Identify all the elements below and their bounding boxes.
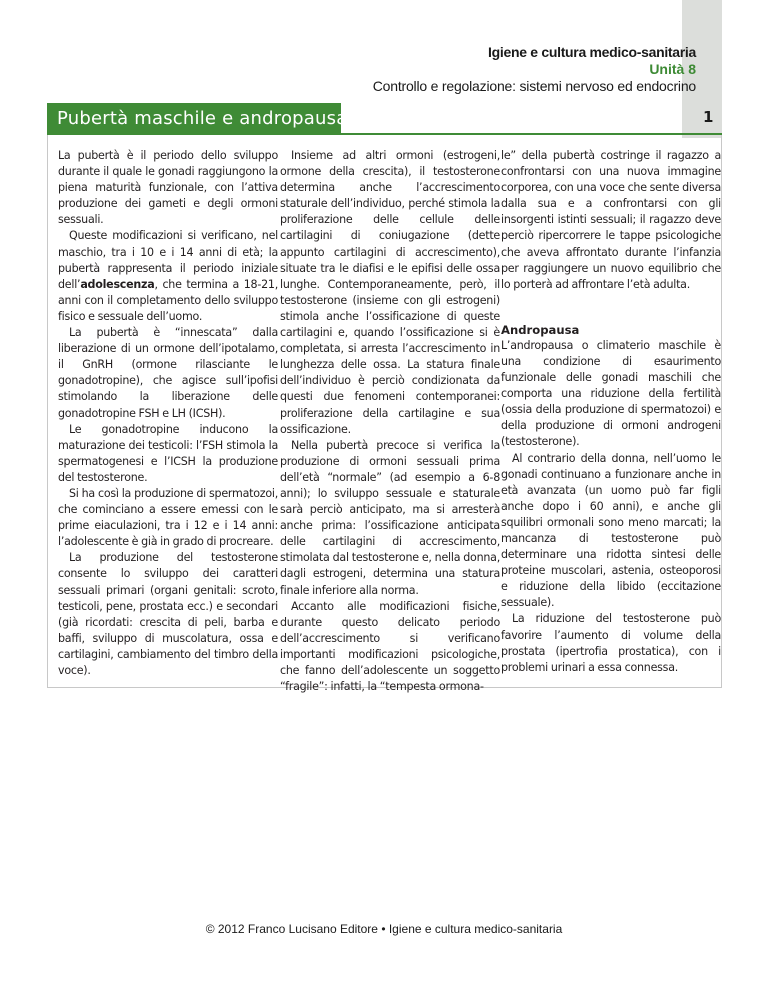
page-footer: © 2012 Franco Lucisano Editore • Igiene e cultura medico-sanitaria [205,922,563,936]
paragraph: le” della pubertà costringe il ragazzo a confrontarsi con una nuova immagine corporea, con una voce che sente diversa dalla sua e a confrontarsi con gli insorgenti istinti sessuali; il ragazzo deve perciò ripercorrere le tappe psicologiche che aveva affrontato durante l’infanzia per raggiungere un nuovo equilibrio che lo porterà ad affrontare l’età adulta. [501,149,721,291]
paragraph: Si ha così la produzione di spermatozoi, che cominciano a essere emessi con le prime eiaculazioni, tra i 12 e i 14 anni: l’adolescente è già in grado di procreare. [58,486,278,549]
paragraph: Nella pubertà precoce si verifica la produzione di ormoni sessuali prima dell’età “normale” (ad esempio a 6-8 anni); lo sviluppo sessuale e staturale sarà perciò anticipato, ma si arresterà anche prima: l’ossificazione anticipata delle cartilagini di accrescimento, stimolata dal testosterone e, nella donna, dagli estrogeni, determina una statura finale inferiore alla norma. [280,438,500,597]
paragraph: La riduzione del testosterone può favorire l’aumento di volume della prostata (ipertrofia prostatica), con i problemi urinari a essa connessa. [501,612,721,674]
subheading-andropausa: Andropausa [501,322,580,337]
text-column-2 [280,148,500,695]
keyword-adolescenza: adolescenza [80,277,155,291]
paragraph: Al contrario della donna, nell’uomo le gonadi continuano a funzionare anche in età avanzata (un uomo può far figli anche dopo i 60 anni), e anche gli squilibri ormonali sono meno marcati; la mancanza di testosterone può determinare una ridotta sintesi delle proteine muscolari, astenia, osteoporosi e riduzione della libido (eccitazione sessuale). [501,451,721,610]
paragraph: Accanto alle modificazioni fisiche, durante questo delicato periodo dell’accrescimento si verificano importanti modificazioni psicologiche, che fanno dell’adolescente un soggetto “fragile”: infatti, la “tempesta ormona- [280,599,500,694]
paragraph: La produzione del testosterone consente lo sviluppo dei caratteri sessuali primari (organi genitali: scroto, testicoli, pene, prostata ecc.) e secondari (già ricordati: crescita di peli, barba e baffi, sviluppo di muscolatura, ossa e cartilagini, cambiamento del timbro della voce). [58,551,278,677]
paragraph: Queste modificazioni si verificano, nel maschio, tra i 10 e i 14 anni di età; la pubertà rappresenta il periodo iniziale dell’adolescenza, che termina a 18-21, anni con il completamento dello sviluppo fisico e sessuale dell’uomo. [58,229,278,323]
section-title: Pubertà maschile e andropausa [47,103,341,135]
header-unit: Unità 8 [649,61,696,77]
paragraph: Le gonadotropine inducono la maturazione dei testicoli: l’FSH stimola la spermatogenesi e l’ICSH la produzione del testosterone. [58,422,278,484]
text-column-1 [58,148,278,679]
paragraph: Insieme ad altri ormoni (estrogeni, ormone della crescita), il testosterone determina anche l’accrescimento staturale dell’individuo, perché stimola la proliferazione delle cellule delle cartilagini di coniugazione (dette appunto cartilagini di accrescimento), situate tra le diafisi e le epifisi delle ossa lunghe. Contemporaneamente, però, il testosterone (insieme con gli estrogeni) stimola anche l’ossificazione di queste cartilagini e, quando l’ossificazione si è completata, si arresta l’accrescimento in lunghezza delle ossa. La statura finale dell’individuo è perciò condizionata da questi due fenomeni contemporanei: proliferazione della cartilagine e sua ossificazione. [280,149,500,436]
header-chapter: Controllo e regolazione: sistemi nervoso ed endocrino [372,78,696,94]
page-number: 1 [703,108,714,126]
paragraph: La pubertà è “innescata” dalla liberazione di un ormone dell’ipotalamo, il GnRH (ormone rilasciante le gonadotropine), che agisce sull’ipofisi stimolando la liberazione delle gonadotropine FSH e LH (ICSH). [58,326,278,420]
header-subject: Igiene e cultura medico-sanitaria [488,44,696,60]
running-header [373,44,696,95]
paragraph: L’andropausa o climaterio maschile è una condizione di esaurimento funzionale delle gonadi maschili che comporta una riduzione della fertilità (ossia della produzione di spermatozoi) e della produzione di ormoni androgeni (testosterone). [501,338,721,449]
text-column-3 [501,148,721,676]
paragraph: La pubertà è il periodo dello sviluppo durante il quale le gonadi raggiungono la piena maturità funzionale, con l’attiva produzione dei gameti e degli ormoni sessuali. [58,149,278,227]
